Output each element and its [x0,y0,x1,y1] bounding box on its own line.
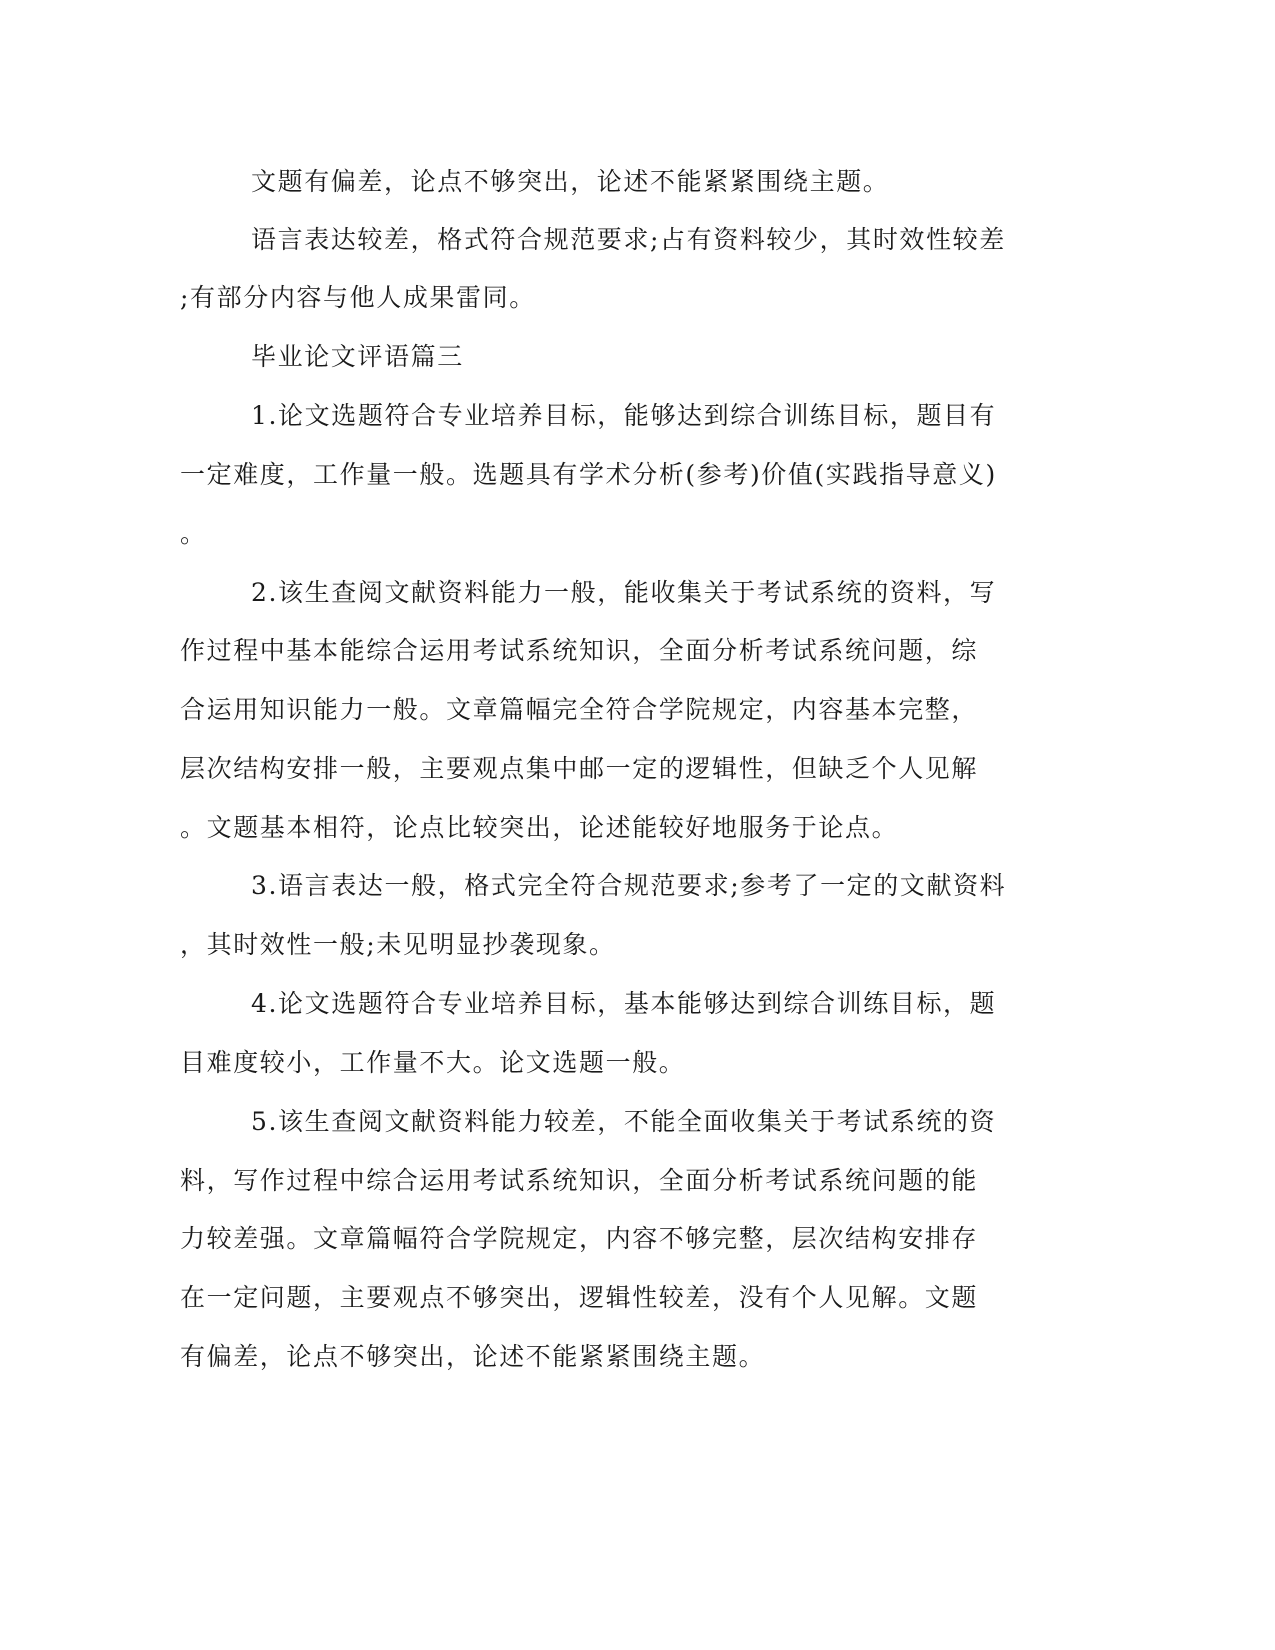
text-line: 力较差强。文章篇幅符合学院规定，内容不够完整，层次结构安排存 [180,1224,979,1253]
text-line: 。 [180,519,207,548]
text-line: 目难度较小，工作量不大。论文选题一般。 [180,1048,686,1077]
text-line: 语言表达较差，格式符合规范要求;占有资料较少，其时效性较差 [251,225,1006,254]
text-line: ;有部分内容与他人成果雷同。 [180,283,536,312]
text-line: 3.语言表达一般，格式完全符合规范要求;参考了一定的文献资料 [251,871,1007,900]
text-line: 4.论文选题符合专业培养目标，基本能够达到综合训练目标，题 [251,989,997,1018]
text-line: 2.该生查阅文献资料能力一般，能收集关于考试系统的资料，写 [251,578,997,607]
text-line: 料，写作过程中综合运用考试系统知识，全面分析考试系统问题的能 [180,1166,979,1195]
section-heading: 毕业论文评语篇三 [251,342,464,371]
text-line: 。文题基本相符，论点比较突出，论述能较好地服务于论点。 [180,813,899,842]
text-line: 1.论文选题符合专业培养目标，能够达到综合训练目标，题目有 [251,401,997,430]
text-line: 在一定问题，主要观点不够突出，逻辑性较差，没有个人见解。文题 [180,1283,979,1312]
text-line: ，其时效性一般;未见明显抄袭现象。 [180,930,616,959]
text-line: 文题有偏差，论点不够突出，论述不能紧紧围绕主题。 [251,167,890,196]
text-line: 一定难度，工作量一般。选题具有学术分析(参考)价值(实践指导意义) [180,460,997,489]
text-line: 5.该生查阅文献资料能力较差，不能全面收集关于考试系统的资 [251,1107,997,1136]
text-line: 合运用知识能力一般。文章篇幅完全符合学院规定，内容基本完整， [180,695,979,724]
text-line: 层次结构安排一般，主要观点集中邮一定的逻辑性，但缺乏个人见解 [180,754,979,783]
text-line: 有偏差，论点不够突出，论述不能紧紧围绕主题。 [180,1342,766,1371]
text-line: 作过程中基本能综合运用考试系统知识，全面分析考试系统问题，综 [180,636,979,665]
